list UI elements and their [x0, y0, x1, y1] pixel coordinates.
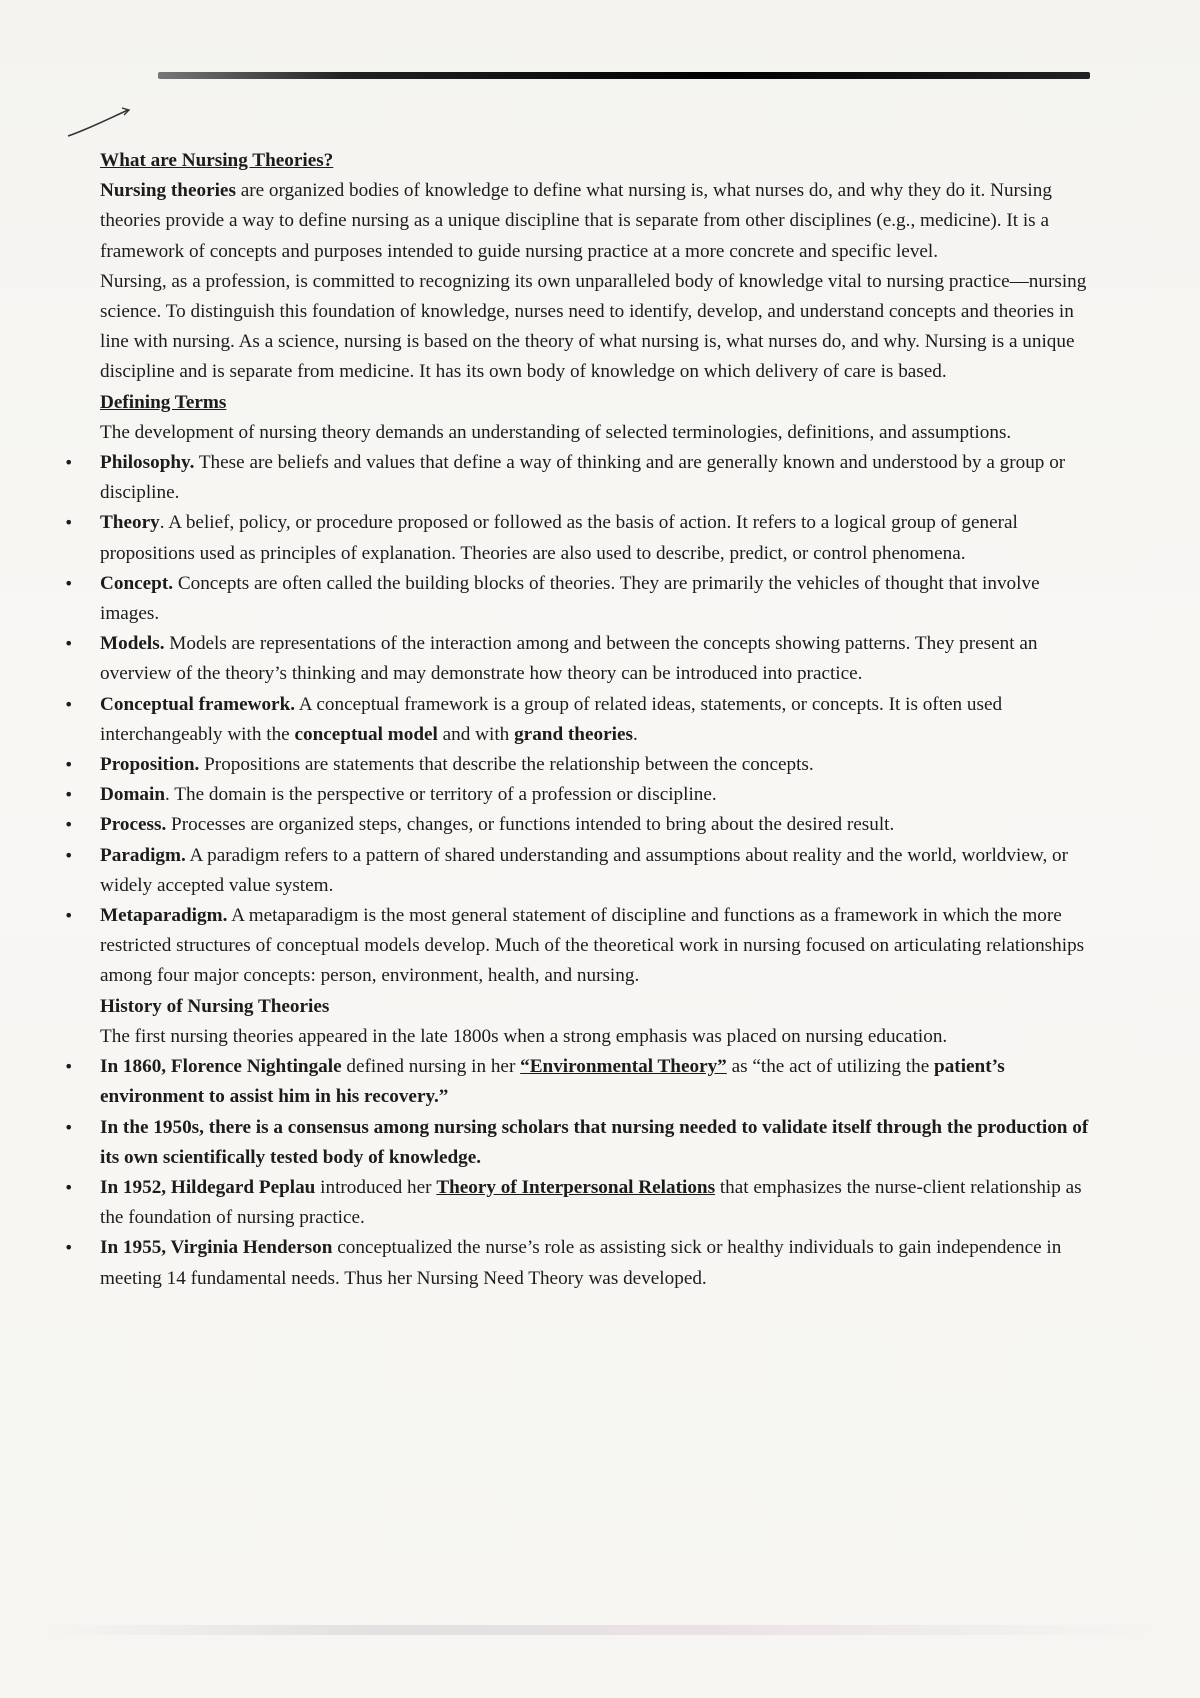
term-text: A conceptual framework is a group of related ideas, statements, or concepts. It is often used interchangeably with the [100, 693, 1003, 745]
pen-stroke-mark [66, 106, 136, 140]
list-item-peplau [100, 1173, 1090, 1233]
history-quote: patient’s environment to assist him in his recovery.” [100, 1056, 1005, 1108]
list-item-domain [100, 780, 1090, 810]
history-text: conceptualized the nurse’s role as assisting sick or healthy individuals to gain independence in meeting 14 fundamental needs. Thus her Nursing Need Theory was developed. [100, 1237, 1062, 1289]
paragraph-terms-intro: The development of nursing theory demands an understanding of selected terminologies, definitions, and assumptions. [100, 421, 1012, 443]
list-item-metaparadigm [100, 901, 1090, 992]
history-year-label: In 1955, Virginia Henderson [100, 1237, 333, 1259]
history-text: as “the act of utilizing the [726, 1056, 935, 1078]
term-text: Processes are organized steps, changes, or functions intended to bring about the desired result. [166, 814, 895, 836]
term-text: A metaparadigm is the most general statement of discipline and functions as a framework in which the more restricted structures of conceptual models develop. Much of the theoretical work in nursing focused on articulating relationships among four major concepts: person, environment, health, and nursing. [100, 905, 1085, 987]
term-text: . The domain is the perspective or territory of a profession or discipline. [165, 784, 717, 806]
list-item-nightingale [100, 1052, 1090, 1112]
history-text: In the 1950s, there is a consensus among nursing scholars that nursing needed to validate itself through the production of its own scientifically tested body of knowledge. [100, 1116, 1089, 1168]
term-conceptual-model: conceptual model [294, 723, 438, 745]
term-text: . A belief, policy, or procedure proposed or followed as the basis of action. It refers to a logical group of general propositions used as principles of explanation. Theories are also used to describe, predict, or control phenomena. [100, 512, 1018, 564]
top-rule [158, 72, 1090, 79]
term-text: Concepts are often called the building blocks of theories. They are primarily the vehicles of thought that involve images. [100, 572, 1040, 625]
history-text: introduced her [315, 1176, 437, 1198]
scan-smudge [40, 1625, 1160, 1635]
history-list [100, 1052, 1090, 1294]
term-nursing-theories: Nursing theories [100, 180, 236, 202]
term-label: Proposition. [100, 754, 200, 776]
term-label: Conceptual framework. [100, 693, 296, 715]
section-title-nursing-theories: What are Nursing Theories? [100, 150, 334, 171]
term-grand-theories: grand theories [514, 723, 633, 745]
paragraph-history-intro: The first nursing theories appeared in the late 1800s when a strong emphasis was placed on nursing education. [100, 1025, 948, 1047]
list-item-proposition [100, 750, 1090, 780]
term-text: A paradigm refers to a pattern of shared understanding and assumptions about reality and the world, worldview, or widely accepted value system. [100, 844, 1069, 896]
term-label: Theory [100, 512, 160, 534]
history-text: that emphasizes the nurse-client relationship as the foundation of nursing practice. [100, 1176, 1082, 1229]
term-label: Concept. [100, 572, 174, 594]
list-item-paradigm [100, 841, 1090, 901]
term-text: . [632, 723, 638, 745]
history-year-label: In 1952, Hildegard Peplau [100, 1176, 316, 1198]
list-item-philosophy [100, 448, 1090, 508]
term-label: Philosophy. [100, 452, 195, 474]
term-label: Paradigm. [100, 844, 186, 866]
term-text: Models are representations of the interaction among and between the concepts showing patterns. They present an overview of the theory’s thinking and may demonstrate how theory can be introduced into practice. [100, 633, 1038, 685]
terms-list [100, 448, 1090, 992]
term-label: Metaparadigm. [100, 905, 228, 927]
history-text: defined nursing in her [341, 1056, 521, 1078]
theory-name-interpersonal: Theory of Interpersonal Relations [436, 1176, 716, 1198]
section-title-defining-terms: Defining Terms [100, 391, 227, 413]
section-title-history: History of Nursing Theories [100, 995, 330, 1017]
term-text: Propositions are statements that describe the relationship between the concepts. [199, 754, 814, 776]
list-item-models [100, 629, 1090, 689]
list-item-theory [100, 508, 1090, 568]
list-item-henderson [100, 1233, 1090, 1293]
term-text: and with [437, 723, 515, 745]
theory-name-environmental: “Environmental Theory” [520, 1056, 727, 1078]
term-label: Models. [100, 633, 165, 655]
term-label: Domain [100, 784, 166, 806]
list-item-concept [100, 569, 1090, 629]
paragraph-definition-text: are organized bodies of knowledge to define what nursing is, what nurses do, and why they do it. Nursing theories provide a way to define nursing as a unique discipline that is separate from other disciplines (e.g., medicine). It is a framework of concepts and purposes intended to guide nursing practice at a more concrete and specific level. [100, 180, 1052, 262]
term-label: Process. [100, 814, 167, 836]
list-item-conceptual-framework [100, 690, 1090, 750]
paragraph-definition [100, 176, 1090, 267]
list-item-1950s [100, 1113, 1090, 1173]
document-content [100, 146, 1090, 1294]
paragraph-profession: Nursing, as a profession, is committed to recognizing its own unparalleled body of knowledge vital to nursing practice—nursing science. To distinguish this foundation of knowledge, nurses need to identify, develop, and understand concepts and theories in line with nursing. As a science, nursing is based on the theory of what nursing is, what nurses do, and why. Nursing is a unique discipline and is separate from medicine. It has its own body of knowledge on which delivery of care is based. [100, 270, 1087, 383]
history-year-label: In 1860, Florence Nightingale [100, 1056, 342, 1078]
list-item-process [100, 810, 1090, 840]
term-text: These are beliefs and values that define a way of thinking and are generally known and understood by a group or discipline. [100, 452, 1066, 504]
